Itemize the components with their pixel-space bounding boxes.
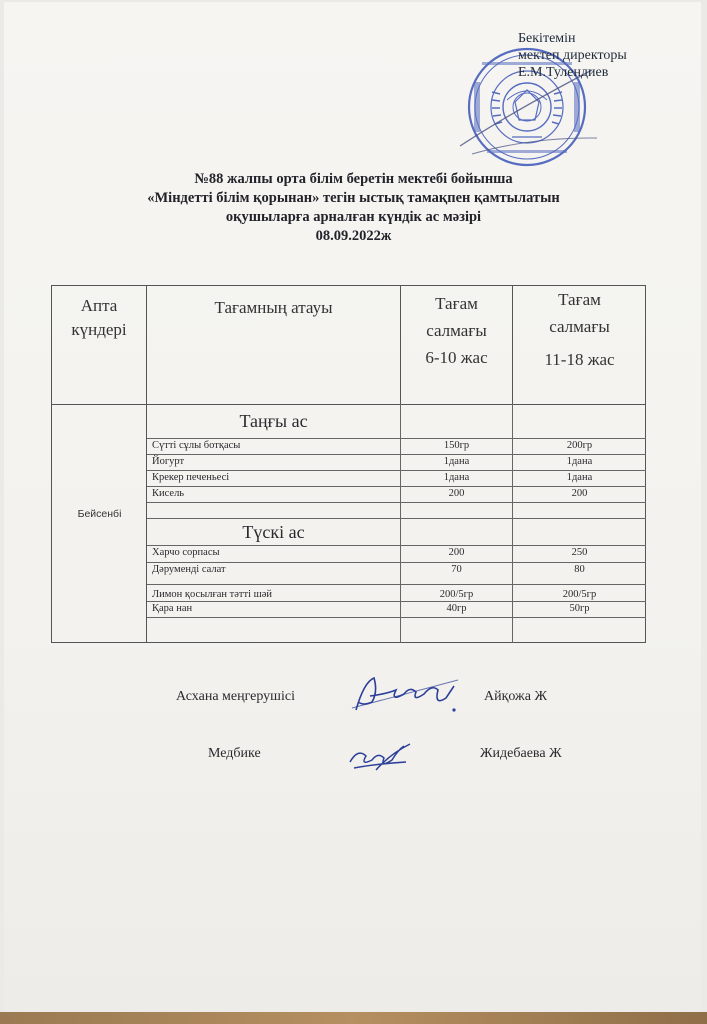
dish-name: Дәруменді салат: [147, 563, 401, 584]
dish-weight-6-10: 40гр: [401, 602, 513, 617]
dish-name: Крекер печеньесі: [147, 471, 401, 486]
dish-weight-6-10: 70: [401, 563, 513, 584]
cook-role: Асхана меңгерушісі: [176, 689, 295, 704]
approval-block: [518, 30, 627, 81]
menu-row: [147, 455, 646, 471]
dish-weight-11-18: 1дана: [566, 472, 593, 483]
empty-cell: [513, 618, 646, 643]
header-week-days: [52, 286, 147, 404]
lunch-empty-w1: [401, 519, 513, 545]
day-name: Бейсенбі: [77, 508, 122, 520]
dish-weight-11-18: 200/5гр: [562, 589, 597, 600]
header-w1-line-3: 6-10 жас: [425, 348, 488, 367]
cook-signature: [350, 672, 460, 716]
dish-weight-6-10: 150гр: [401, 439, 513, 454]
dish-name: Кисель: [147, 487, 401, 502]
menu-table: [51, 285, 646, 643]
day-column: [52, 404, 147, 643]
header-w1-line-2: салмағы: [426, 321, 487, 340]
title-line-1: №88 жалпы орта білім беретін мектебі бойынша: [194, 171, 513, 187]
header-weight-6-10: [401, 286, 513, 404]
breakfast-empty-w2: [513, 404, 646, 438]
dish-weight-6-10: 200: [401, 487, 513, 502]
title-line-2: «Міндетті білім қорынан» тегін ыстық тамақпен қамтылатын: [147, 190, 560, 206]
header-w2-line-1: Тағам: [558, 290, 601, 309]
empty-cell: [513, 503, 646, 518]
nurse-signature: [346, 740, 416, 774]
nurse-name: Жидебаева Ж: [480, 746, 562, 761]
desk-surface: [0, 1012, 707, 1024]
lunch-section-row: [147, 519, 646, 546]
title-line-3: оқушыларға арналған күндік ас мәзірі: [225, 209, 482, 225]
document-title: [0, 170, 707, 246]
menu-row: [147, 439, 646, 455]
header-w1-line-1: Тағам: [435, 294, 478, 313]
header-weight-11-18: [513, 286, 646, 404]
header-dish-name: [147, 286, 401, 404]
dish-weight-11-18: 200гр: [566, 440, 593, 451]
breakfast-empty-w1: [401, 404, 513, 438]
dish-weight-11-18: 80: [574, 564, 585, 575]
dish-weight-11-18: 250: [571, 547, 588, 558]
menu-row-empty: [147, 618, 646, 643]
dish-weight-11-18: 200: [571, 488, 588, 499]
header-days-line-1: Апта: [80, 296, 118, 315]
menu-row: [147, 471, 646, 487]
breakfast-section-row: [147, 404, 646, 439]
nurse-role: Медбике: [208, 746, 261, 761]
approval-heading: Бекітемін: [518, 31, 576, 46]
approval-director-name: Е.М.Тулендиев: [518, 65, 609, 80]
menu-row: [147, 563, 646, 585]
lunch-label: Түскі ас: [147, 519, 401, 545]
dish-name: Сүтті сұлы ботқасы: [147, 439, 401, 454]
menu-row-empty: [147, 503, 646, 519]
dish-weight-11-18: 1дана: [566, 456, 593, 467]
dish-name: Харчо сорпасы: [147, 546, 401, 562]
lunch-empty-w2: [513, 519, 646, 545]
breakfast-label: Таңғы ас: [147, 404, 401, 438]
header-days-line-2: күндері: [71, 320, 127, 339]
dish-weight-6-10: 200: [401, 546, 513, 562]
header-dish-label: Тағамның атауы: [214, 298, 333, 317]
menu-row: [147, 546, 646, 563]
approval-position: мектеп директоры: [518, 48, 627, 63]
dish-weight-6-10: 200/5гр: [401, 585, 513, 601]
empty-cell: [147, 503, 401, 518]
empty-cell: [147, 618, 401, 643]
dish-name: Лимон қосылған тәтті шәй: [147, 585, 401, 601]
dish-weight-6-10: 1дана: [401, 471, 513, 486]
dish-weight-11-18: 50гр: [569, 603, 590, 614]
empty-cell: [401, 618, 513, 643]
dish-name: Йогурт: [147, 455, 401, 470]
menu-row: [147, 602, 646, 618]
header-w2-line-3: 11-18 жас: [544, 350, 615, 369]
title-date: 08.09.2022ж: [315, 228, 392, 244]
dish-name: Қара нан: [147, 602, 401, 617]
menu-row: [147, 487, 646, 503]
menu-row: [147, 585, 646, 602]
empty-cell: [401, 503, 513, 518]
header-w2-line-2: салмағы: [549, 317, 610, 336]
cook-name: Айқожа Ж: [484, 689, 547, 704]
dish-weight-6-10: 1дана: [401, 455, 513, 470]
